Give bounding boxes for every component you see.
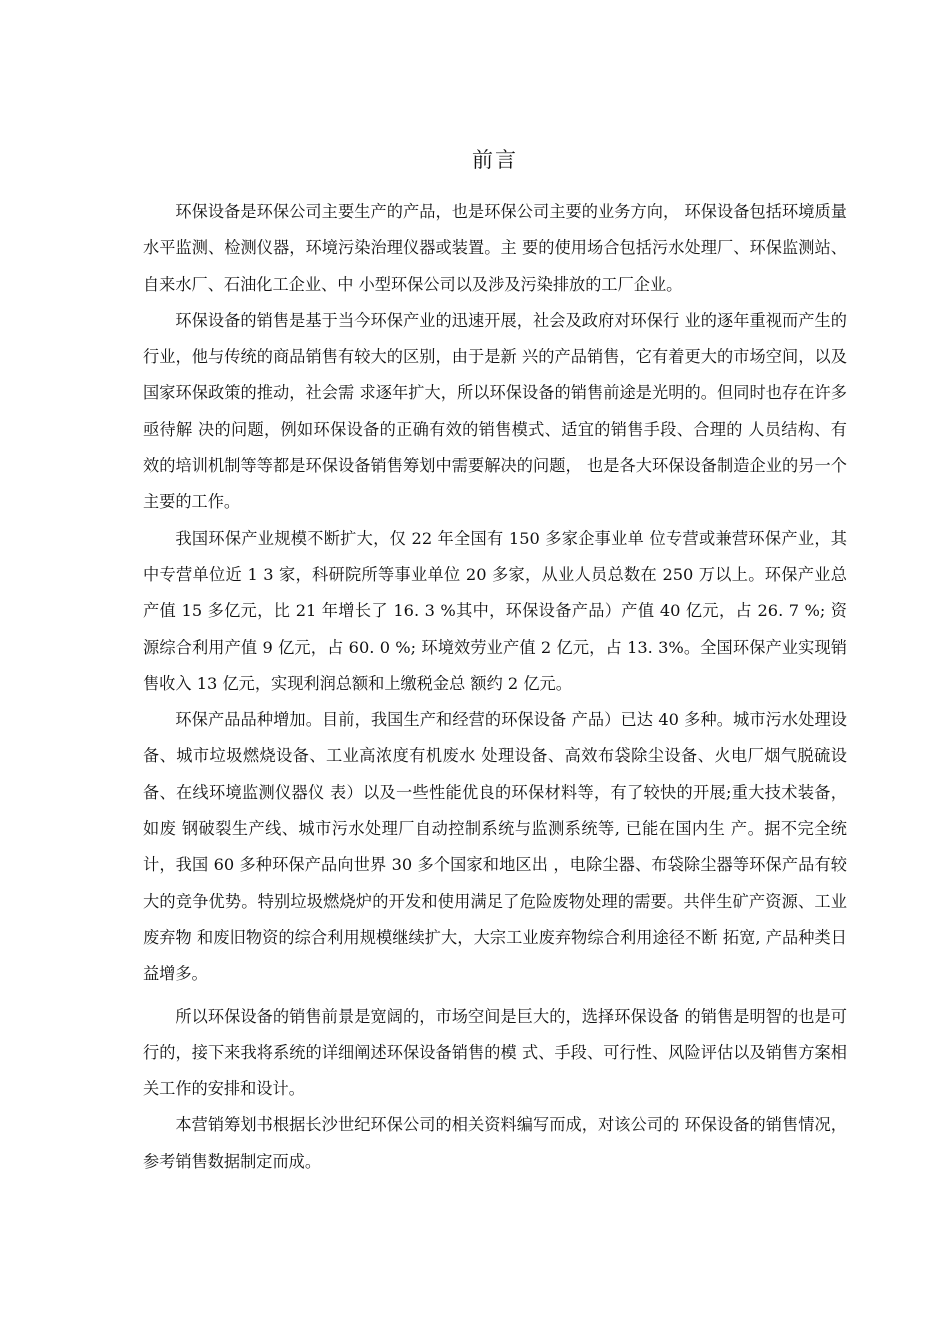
paragraph-sales-background: 环保设备的销售是基于当今环保产业的迅速开展，社会及政府对环保行 业的逐年重视而产生的行业，他与传统的商品销售有较大的区别，由于是新 兴的产品销售，它有着更大的市场空间，以及国家环保政策的推动，社会需 求逐年扩大，所以环保设备的销售前途是光明的。但同时也存在许多亟待解 决的问题，例如环保设备的正确有效的销售模式、适宜的销售手段、合理的 人员结构、有效的培训机制等等都是环保设备销售筹划中需要解决的问题， 也是各大环保设备制造企业的另一个主要的工作。 xyxy=(143,310,847,512)
paragraph-source-note: 本营销筹划书根据长沙世纪环保公司的相关资料编写而成，对该公司的 环保设备的销售情况，参考销售数据制定而成。 xyxy=(143,1115,847,1171)
paragraph-industry-scale: 我国环保产业规模不断扩大，仅 22 年全国有 150 多家企事业单 位专营或兼营环保产业，其中专营单位近 1 3 家，科研院所等事业单位 20 多家，从业人员总数在 250 万以上。环保产业总产值 15 多亿元，比 21 年增长了 16. 3 %其中，环保设备产品）产值 40 亿元，占 26. 7 %; 资源综合利用产值 9 亿元，占 60. 0 %; 环境效劳业产值 2 亿元，占 13. 3%。全国环保产业实现销售收入 13 亿元，实现利润总额和上缴税金总 额约 2 亿元。 xyxy=(143,528,847,693)
paragraph-conclusion: 所以环保设备的销售前景是宽阔的，市场空间是巨大的，选择环保设备 的销售是明智的也是可行的，接下来我将系统的详细阐述环保设备销售的模 式、手段、可行性、风险评估以及销售方案相关工作的安排和设计。 xyxy=(143,1006,847,1099)
paragraph-intro: 环保设备是环保公司主要生产的产品，也是环保公司主要的业务方向， 环保设备包括环境质量水平监测、检测仪器，环境污染治理仪器或装置。主 要的使用场合包括污水处理厂、环保监测站、自来水厂、石油化工企业、中 小型环保公司以及涉及污染排放的工厂企业。 xyxy=(143,202,847,294)
page-title: 前言 xyxy=(472,148,518,172)
paragraph-product-variety: 环保产品品种增加。目前，我国生产和经营的环保设备 产品）已达 40 多种。城市污水处理设备、城市垃圾燃烧设备、工业高浓度有机废水 处理设备、高效布袋除尘设备、火电厂烟气脱硫设备、在线环境监测仪器仪 表）以及一些性能优良的环保材料等，有了较快的开展;重大技术装备，如废 钢破裂生产线、城市污水处理厂自动控制系统与监测系统等, 已能在国内生 产。据不完全统计，我国 60 多种环保产品向世界 30 多个国家和地区出 ，电除尘器、布袋除尘器等环保产品有较大的竞争优势。特别垃圾燃烧炉的开发和使用满足了危险废物处理的需要。共伴生矿产资源、工业废弃物 和废旧物资的综合利用规模继续扩大，大宗工业废弃物综合利用途径不断 拓宽, 产品种类日益增多。 xyxy=(143,710,847,984)
